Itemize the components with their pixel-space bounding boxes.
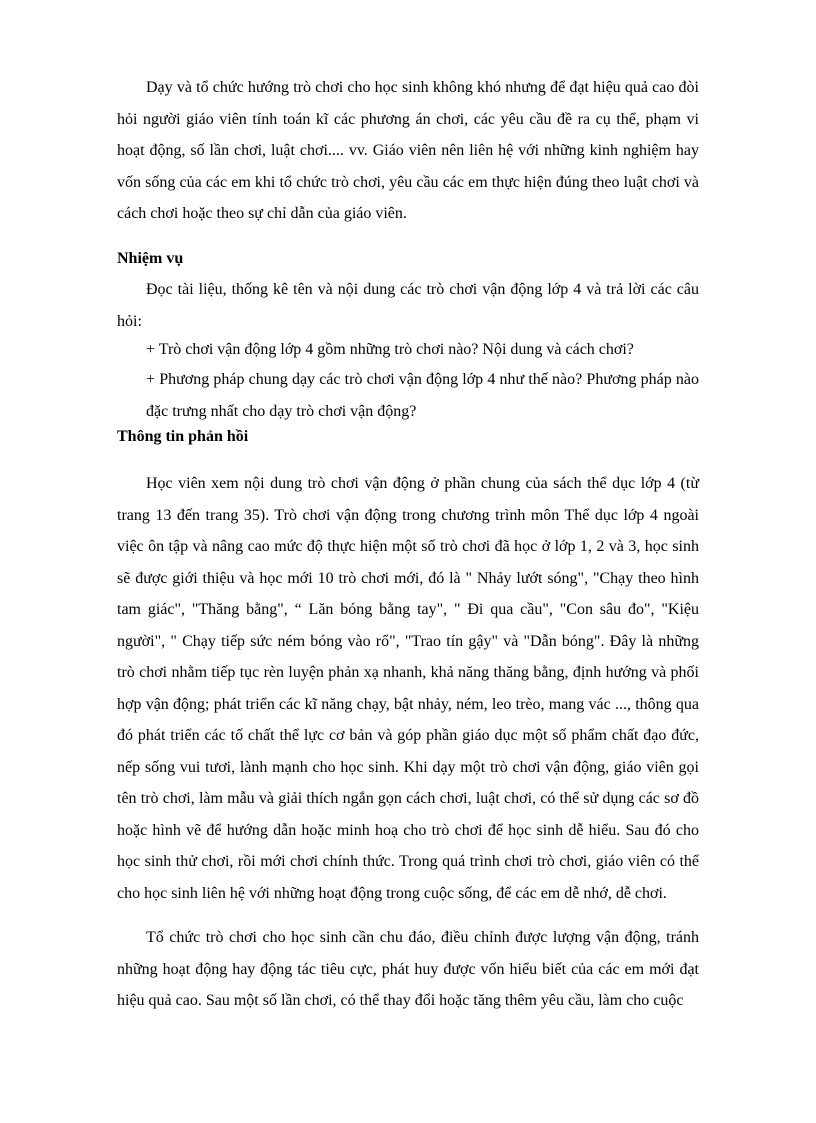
intro-paragraph: Dạy và tổ chức hướng trò chơi cho học sinh không khó nhưng để đạt hiệu quả cao đòi hỏi người giáo viên tính toán kĩ các phương án chơi, các yêu cầu đề ra cụ thể, phạm vi hoạt động, số lần chơi, luật chơi.... vv. Giáo viên nên liên hệ với những kinh nghiệm hay vốn sống của các em khi tổ chức trò chơi, yêu cầu các em thực hiện đúng theo luật chơi và cách chơi hoặc theo sự chỉ dẫn của giáo viên. — [117, 79, 699, 222]
feedback-heading: Thông tin phản hồi — [117, 428, 249, 445]
task-question-2: + Phương pháp chung dạy các trò chơi vận động lớp 4 như thế nào? Phương pháp nào đặc trưng nhất cho dạy trò chơi vận động? — [146, 371, 699, 420]
feedback-paragraph-2: Tổ chức trò chơi cho học sinh cần chu đáo, điều chỉnh được lượng vận động, tránh những hoạt động hay động tác tiêu cực, phát huy được vốn hiểu biết của các em mới đạt hiệu quả cao. Sau một số lần chơi, có thể thay đổi hoặc tăng thêm yêu cầu, làm cho cuộc — [117, 929, 699, 1009]
task-intro-paragraph: Đọc tài liệu, thống kê tên và nội dung các trò chơi vận động lớp 4 và trả lời các câu hỏi: — [117, 281, 699, 330]
task-heading: Nhiệm vụ — [117, 250, 184, 267]
feedback-paragraph-1: Học viên xem nội dung trò chơi vận động ở phần chung của sách thể dục lớp 4 (từ trang 13 đến trang 35). Trò chơi vận động trong chương trình môn Thể dục lớp 4 ngoài việc ôn tập và nâng cao mức độ thực hiện một số trò chơi đã học ở lớp 1, 2 và 3, học sinh sẽ được giới thiệu và học mới 10 trò chơi mới, đó là " Nhảy lướt sóng", "Chạy theo hình tam giác", "Thăng bằng", “ Lăn bóng bằng tay", " Đi qua cầu", "Con sâu đo", "Kiệu người", " Chạy tiếp sức ném bóng vào rổ", "Trao tín gậy" và "Dẫn bóng". Đây là những trò chơi nhằm tiếp tục rèn luyện phản xạ nhanh, khả năng thăng bằng, định hướng và phối hợp vận động; phát triển các kĩ năng chạy, bật nhảy, ném, leo trèo, mang vác ..., thông qua đó phát triển các tố chất thể lực cơ bản và góp phần giáo dục một số phẩm chất đạo đức, nếp sống vui tươi, lành mạnh cho học sinh. Khi dạy một trò chơi vận động, giáo viên gọi tên trò chơi, làm mẫu và giải thích ngắn gọn cách chơi, luật chơi, có thể sử dụng các sơ đồ hoặc hình vẽ để hướng dẫn hoặc minh hoạ cho trò chơi để học sinh dễ hiểu. Sau đó cho học sinh thử chơi, rồi mới chơi chính thức. Trong quá trình chơi trò chơi, giáo viên có thể cho học sinh liên hệ với những hoạt động trong cuộc sống, để các em dễ nhớ, dễ chơi. — [117, 475, 699, 902]
task-question-1: + Trò chơi vận động lớp 4 gồm những trò chơi nào? Nội dung và cách chơi? — [146, 341, 634, 358]
